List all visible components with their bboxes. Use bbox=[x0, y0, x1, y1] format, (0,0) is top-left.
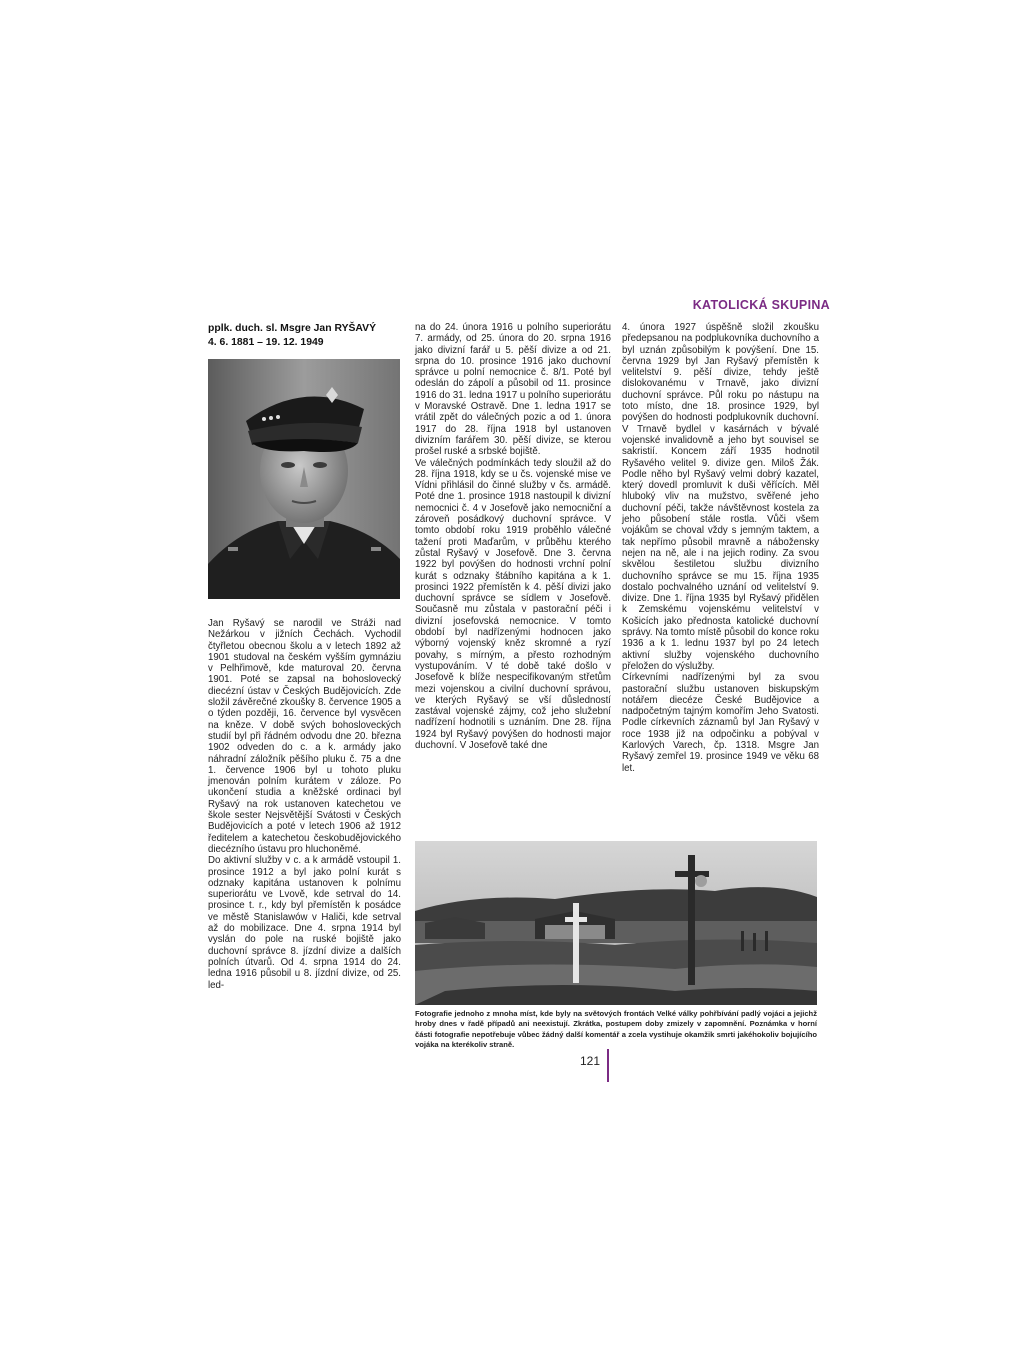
section-header: KATOLICKÁ SKUPINA bbox=[692, 298, 830, 312]
paragraph: na do 24. února 1916 u polního superiorátu 7. armády, od 25. února do 20. srpna 1916 jako divizní farář u 5. pěší divize a od 21. srpna do 10. prosince 1916 jako duchovní správce u polní nemocnice č. 8/1. Poté byl odeslán do zápolí a působil od 11. prosince 1916 do 31. ledna 1917 u polního superiorátu v Moravské Ostravě. Dne 1. ledna 1917 se vrátil zpět do válečných pozic a od 1. února 1917 do 28. října 1918 byl ustanoven divizním farářem 30. pěší divize, se kterou prošel ruské a srbské bojiště. bbox=[415, 322, 611, 458]
text-column-2 bbox=[415, 322, 611, 751]
paragraph: Do aktivní služby v c. a k armádě vstoupil 1. prosince 1912 a byl jako polní kurát s odznaky kapitána ustanoven k polnímu superiorátu ve Lvově, kde setrval do 14. prosince t. r., kdy byl přemístěn k posádce ve městě Stanislawów v Haliči, kde setrval až do mobilizace. Dne 4. srpna 1914 byl vyslán do pole na ruské bojiště jako duchovní správce 8. jízdní divize a dalších polních útvarů. Od 4. srpna 1914 do 24. ledna 1916 působil u 8. jízdní divize, od 25. led- bbox=[208, 855, 401, 991]
life-dates: 4. 6. 1881 – 19. 12. 1949 bbox=[208, 337, 324, 348]
paragraph: Jan Ryšavý se narodil ve Stráži nad Nežárkou v jižních Čechách. Vychodil čtyřletou obecnou školu a v letech 1892 až 1901 studoval na českém vyšším gymnáziu v Pelhřimově, kde maturoval 20. června 1901. Poté se zapsal na bohoslovecký diecézní ústav v Českých Budějovicích. Zde složil závěrečné zkoušky 8. července 1905 a o týden později, 16. července byl vysvěcen na kněze. V době svých bohosloveckých studií byl při řádném odvodu dne 20. března 1902 odveden do c. a k. armády jako náhradní záložník pěšího pluku č. 75 a dne 1. července 1906 byl u tohoto pluku jmenován polním kurátem v záloze. Po ukončení studia a kněžské ordinaci byl Ryšavý na rok ustanoven katechetou ve škole sester Nejsvětější Svátosti v Českých Budějovicích a poté v letech 1906 až 1912 ředitelem a katechetou českobudějovického diecézního ústavu pro hluchoněmé. bbox=[208, 618, 401, 855]
portrait-photo bbox=[208, 359, 400, 599]
text-column-1 bbox=[208, 618, 401, 991]
photo-caption: Fotografie jednoho z mnoha míst, kde byly na světových frontách Velké války pohřbívání padlý vojáci a jejichž hroby dnes v řadě případů ani neexistují. Zkrátka, postupem doby zmizely v zapomnění. Poznámka v horní části fotografie nepotřebuje vůbec žádný další komentář a zcela vystihuje okamžik smrti jakéhokoliv bojujícího vojáka na kterékoliv straně. bbox=[415, 1009, 817, 1050]
battlefield-graves-photo bbox=[415, 841, 817, 1005]
paragraph: 4. února 1927 úspěšně složil zkoušku předepsanou na podplukovníka duchovního a byl uznán způsobilým k povýšení. Dne 15. června 1929 byl Jan Ryšavý přemístěn k velitelství 9. pěší divize, tehdy ještě dislokovanému v Trnavě, jako divizní duchovní správce. Půl roku po nástupu na toto místo, dne 18. prosince 1929, byl povýšen do hodnosti podplukovník duchovní. V Trnavě bydlel v kasárnách v bývalé vojenské invalidovně a jeho byt souvisel se sakristií. Koncem září 1935 hodnotil Ryšavého velitel 9. divize gen. Miloš Žák. Podle něho byl Ryšavý velmi dobrý kazatel, který dovedl promluvit k duši věřících. Měl hluboký vliv na mužstvo, svěřené jeho duchovní péči, takže návštěvnost kostela za jeho působení stále rostla. Vůči všem vojákům se choval vždy s jemným taktem, a tak nepřímo působil mravně a nábožensky nejen na ně, ale i na jejich rodiny. Za svou skvělou šestiletou službu divizního duchovního správce se mu 15. října 1935 dostalo pochvalného uznání od velitelství 9. divize. Dne 1. října 1935 byl Ryšavý přidělen k Zemskému vojenskému velitelství v Košicích jako přednosta katolické duchovní správy. Na tomto místě působil do konce roku 1936 a k 1. lednu 1937 byl po 24 letech aktivní služby vojenského duchovního přeložen do výslužby. bbox=[622, 322, 819, 672]
paragraph: Ve válečných podmínkách tedy sloužil až do 28. října 1918, kdy se u čs. vojenské mise ve Vídni přihlásil do činné služby v čs. armádě. Poté dne 1. prosince 1918 nastoupil k divizní nemocnici č. 4 v Josefově jako nemocniční a zároveň posádkový duchovní správce. V tomto období roku 1919 proběhlo válečné tažení proti Maďarům, v průběhu kterého zůstal Ryšavý v Josefově. Dne 3. června 1922 byl povýšen do hodnosti vrchní polní kurát s odznaky štábního kapitána a k 1. prosinci 1922 přemístěn k 4. pěší divizi jako duchovní správce se sídlem v Josefově. Současně mu zůstala v pastorační péči i divizní josefovská nemocnice. V tomto období byl nadřízenými hodnocen jako výborný vojenský kněz skromné a ryzí povahy, s mírným, a přesto rozhodným vystupováním. V té době také došlo v Josefově k blíže nespecifikovaným střetům mezi vojenskou a civilní duchovní správou, ve kterých Ryšavý se vší důsledností zastával vojenské zájmy, což jeho služební nadřízení hodnotili s uznáním. Dne 28. října 1924 byl Ryšavý povýšen do hodnosti major duchovní. V Josefově také dne bbox=[415, 457, 611, 751]
page-number-rule bbox=[607, 1049, 609, 1082]
page-number: 121 bbox=[579, 1054, 600, 1068]
article-headline bbox=[208, 322, 408, 350]
paragraph: Církevními nadřízenými byl za svou pastorační službu ustanoven biskupským notářem diecéze České Budějovice a nadpočetným tajným komořím Jeho Svatosti. Podle církevních záznamů byl Jan Ryšavý v roce 1938 již na odpočinku a pobýval v Karlových Varech, čp. 1318. Msgre Jan Ryšavý zemřel 19. prosince 1949 ve věku 68 let. bbox=[622, 672, 819, 774]
person-name: pplk. duch. sl. Msgre Jan RYŠAVÝ bbox=[208, 323, 377, 334]
text-column-3 bbox=[622, 322, 819, 774]
